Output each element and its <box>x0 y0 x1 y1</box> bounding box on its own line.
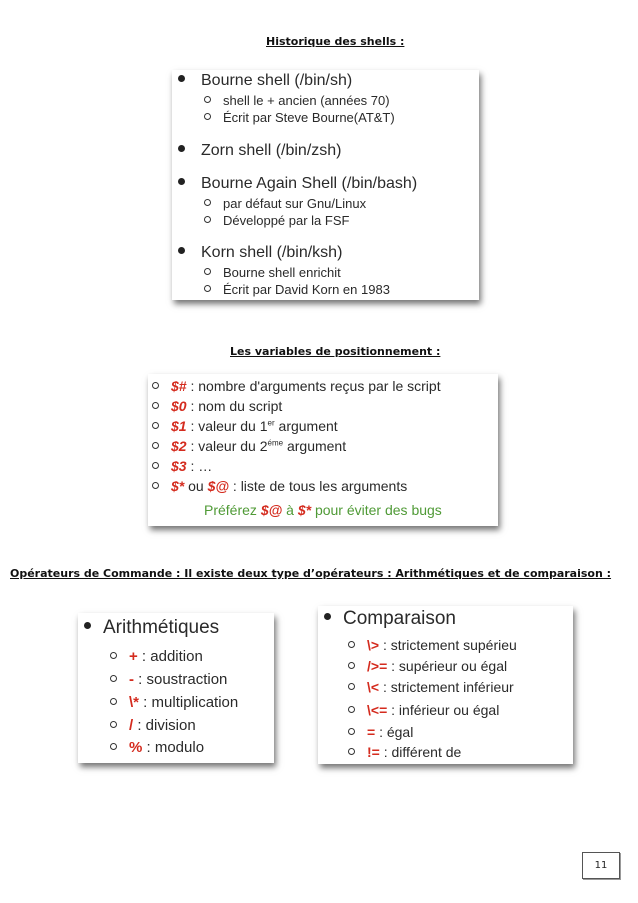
bullet-icon <box>178 75 185 82</box>
shell-sub-item: Écrit par Steve Bourne(AT&T) <box>204 110 395 125</box>
circle-bullet-icon <box>152 402 159 409</box>
bullet-icon <box>324 613 331 620</box>
variable-item: $0 : nom du script <box>152 398 282 414</box>
circle-bullet-icon <box>348 662 355 669</box>
circle-bullet-icon <box>204 268 211 275</box>
shell-sub-item: Écrit par David Korn en 1983 <box>204 282 390 297</box>
arith-item: - : soustraction <box>110 671 227 688</box>
shell-item: Bourne shell (/bin/sh) <box>178 72 352 90</box>
variable-item: $2 : valeur du $2^{éme}$ argument <box>152 438 346 454</box>
arithmetic-image <box>78 613 274 763</box>
circle-bullet-icon <box>152 462 159 469</box>
heading-variables: Les variables de positionnement : <box>230 345 441 358</box>
comp-item: \<= : inférieur ou égal <box>348 702 499 718</box>
bullet-icon <box>178 247 185 254</box>
comparison-image <box>318 606 573 764</box>
circle-bullet-icon <box>348 748 355 755</box>
circle-bullet-icon <box>110 743 117 750</box>
variable-item: $1 : valeur du 1er argument <box>152 418 338 434</box>
circle-bullet-icon <box>348 683 355 690</box>
circle-bullet-icon <box>348 728 355 735</box>
arith-item: \* : multiplication <box>110 694 238 711</box>
shell-item: Bourne Again Shell (/bin/bash) <box>178 175 417 193</box>
circle-bullet-icon <box>348 706 355 713</box>
circle-bullet-icon <box>152 482 159 489</box>
heading-operators: Opérateurs de Commande : Il existe deux type d’opérateurs : Arithmétiques et de comparaison : <box>10 567 612 580</box>
variable-item: $# : nombre d'arguments reçus par le script <box>152 378 441 394</box>
arith-item: + : addition <box>110 648 203 665</box>
page-number: 11 <box>582 852 620 879</box>
comp-title: Comparaison <box>324 608 456 630</box>
comp-item: = : égal <box>348 724 413 740</box>
circle-bullet-icon <box>204 96 211 103</box>
circle-bullet-icon <box>204 113 211 120</box>
comp-item: />= : supérieur ou égal <box>348 658 507 674</box>
shell-sub-item: shell le + ancien (années 70) <box>204 93 390 108</box>
circle-bullet-icon <box>204 199 211 206</box>
variable-item: $* ou $@ : liste de tous les arguments <box>152 478 407 494</box>
shell-item: Zorn shell (/bin/zsh) <box>178 142 342 160</box>
circle-bullet-icon <box>204 285 211 292</box>
circle-bullet-icon <box>110 675 117 682</box>
bullet-icon <box>178 178 185 185</box>
circle-bullet-icon <box>152 422 159 429</box>
arith-title: Arithmétiques <box>84 617 219 639</box>
shell-sub-item: Développé par la FSF <box>204 213 349 228</box>
shell-sub-item: Bourne shell enrichit <box>204 265 341 280</box>
arith-item: / : division <box>110 717 196 734</box>
shell-item: Korn shell (/bin/ksh) <box>178 244 342 262</box>
comp-item: \> : strictement supérieu <box>348 637 517 653</box>
bullet-icon <box>178 145 185 152</box>
circle-bullet-icon <box>152 382 159 389</box>
heading-shells: Historique des shells : <box>266 35 405 48</box>
variables-tip: Préférez $@ à $* pour éviter des bugs <box>204 502 442 518</box>
circle-bullet-icon <box>110 721 117 728</box>
circle-bullet-icon <box>110 652 117 659</box>
shells-image <box>172 70 479 300</box>
circle-bullet-icon <box>348 641 355 648</box>
circle-bullet-icon <box>110 698 117 705</box>
comp-item: \< : strictement inférieur <box>348 679 514 695</box>
comp-item: != : différent de <box>348 744 461 760</box>
variables-image <box>148 374 498 526</box>
arith-item: % : modulo <box>110 739 204 756</box>
shell-sub-item: par défaut sur Gnu/Linux <box>204 196 366 211</box>
variable-item: $3 : … <box>152 458 212 474</box>
circle-bullet-icon <box>204 216 211 223</box>
circle-bullet-icon <box>152 442 159 449</box>
bullet-icon <box>84 622 91 629</box>
